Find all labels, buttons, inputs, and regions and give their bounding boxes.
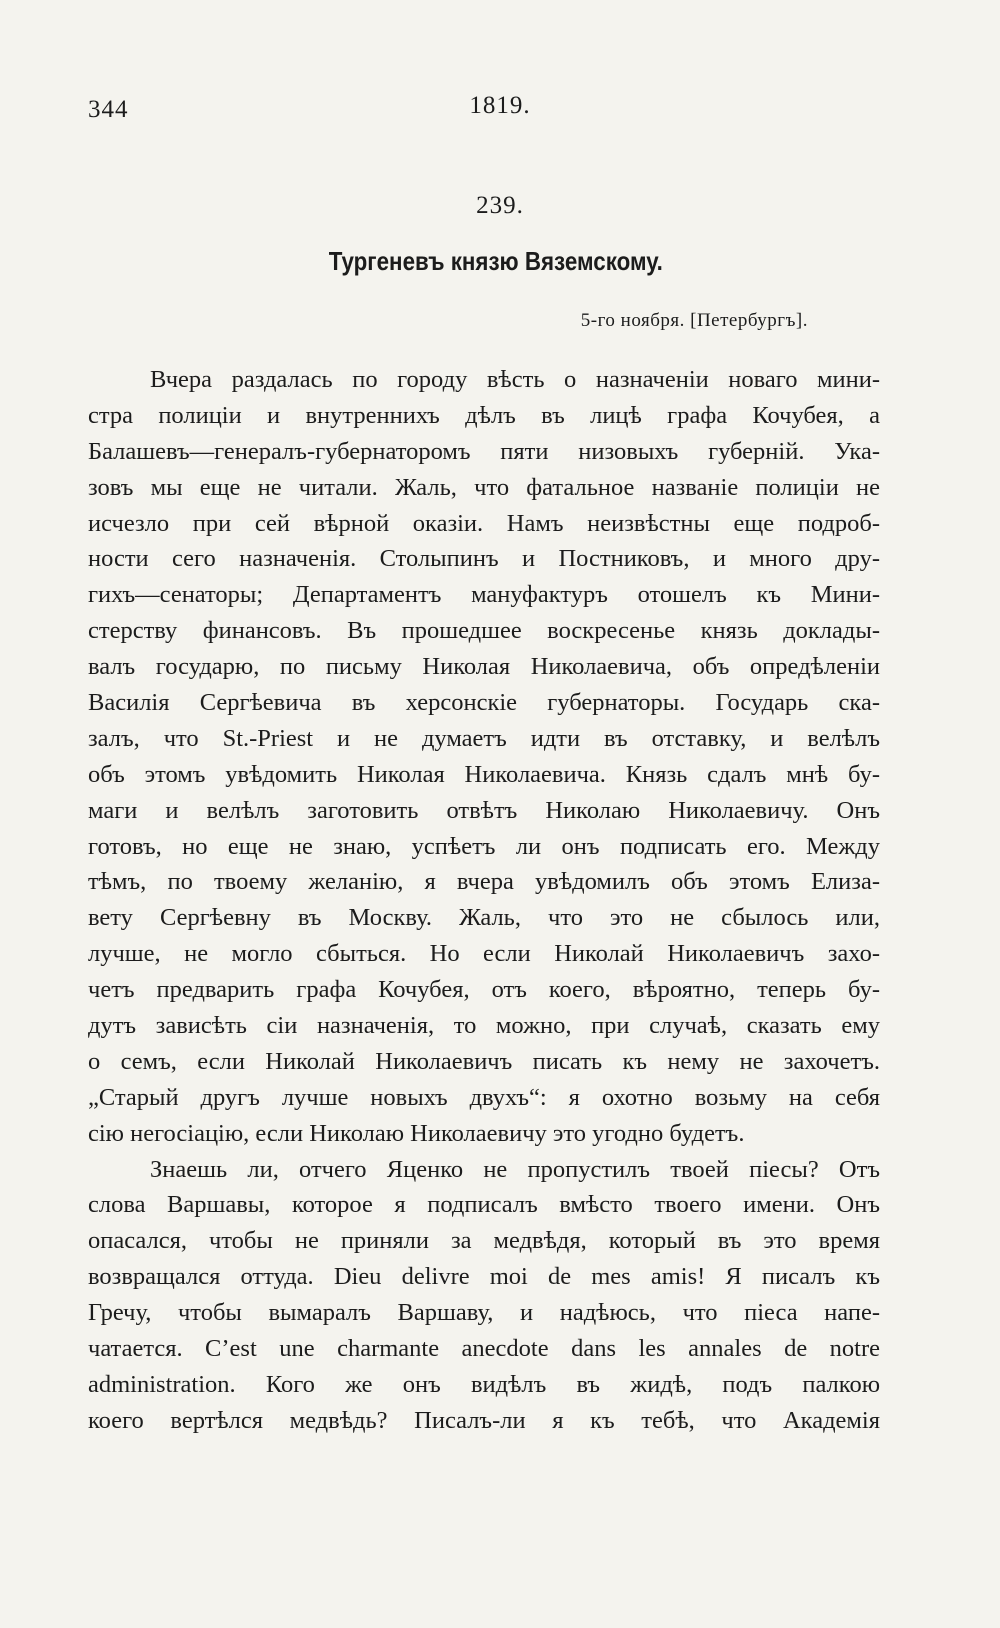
letter-number: 239.	[476, 192, 524, 219]
text-line: стра полиціи и внутреннихъ дѣлъ въ лицѣ графа Кочубея, а	[88, 401, 880, 429]
letter-title: Тургеневъ князю Вяземскому.	[328, 246, 663, 276]
text-line: объ этомъ увѣдомить Николая Николаевича. Князь сдалъ мнѣ бу-	[88, 760, 880, 788]
text-line: Знаешь ли, отчего Яценко не пропустилъ твоей піесы? Отъ	[150, 1155, 880, 1183]
text-line: Вчера раздалась по городу вѣсть о назначеніи новаго мини-	[150, 366, 880, 393]
letter-dateline: 5-го ноября. [Петербургъ].	[580, 310, 808, 331]
page-number: 344	[88, 96, 129, 123]
text-line: четъ предварить графа Кочубея, отъ коего, вѣроятно, теперь бу-	[88, 976, 880, 1004]
text-line: Гречу, чтобы вымаралъ Варшаву, и надѣюсь, что піеса напе-	[88, 1299, 880, 1327]
text-line: маги и велѣлъ заготовить отвѣтъ Николаю Николаевичу. Онъ	[88, 796, 880, 824]
text-line: о семъ, если Николай Николаевичъ писать къ нему не захочетъ.	[88, 1047, 880, 1075]
text-line: зовъ мы еще не читали. Жаль, что фатальное названіе полиціи не	[88, 473, 880, 501]
text-line: Балашевъ—генералъ-губернаторомъ пяти низовыхъ губерній. Ука-	[88, 437, 880, 465]
text-line: сію негосіацію, если Николаю Николаевичу это угодно будетъ.	[88, 1119, 745, 1147]
text-line: слова Варшавы, которое я подписалъ вмѣсто твоего имени. Онъ	[88, 1191, 880, 1219]
text-line: дутъ зависѣть сіи назначенія, то можно, при случаѣ, сказать ему	[88, 1012, 880, 1040]
text-line: залъ, что St.-Priest и не думаетъ идти въ отставку, и велѣлъ	[88, 724, 880, 752]
text-line: стерству финансовъ. Въ прошедшее воскресенье князь доклады-	[88, 617, 880, 645]
letter-body	[88, 362, 880, 1439]
text-line: исчезло при сей вѣрной оказіи. Намъ неизвѣстны еще подроб-	[88, 509, 880, 537]
text-line: вету Сергѣевну въ Москву. Жаль, что это не сбылось или,	[88, 904, 880, 932]
text-line: Василія Сергѣевича въ херсонскіе губернаторы. Государь ска-	[88, 689, 880, 717]
text-line: ности сего назначенія. Столыпинъ и Постниковъ, и много дру-	[88, 545, 880, 573]
text-line: лучше, не могло сбыться. Но если Николай Николаевичъ захо-	[88, 940, 880, 968]
text-line: готовъ, но еще не знаю, успѣетъ ли онъ подписать его. Между	[88, 832, 880, 860]
text-line: „Старый другъ лучше новыхъ двухъ“: я охотно возьму на себя	[88, 1083, 880, 1111]
text-line: administration. Кого же онъ видѣлъ въ жидѣ, подъ палкою	[88, 1370, 880, 1398]
text-line: гихъ—сенаторы; Департаментъ мануфактуръ отошелъ къ Мини-	[88, 581, 880, 609]
text-line: коего вертѣлся медвѣдь? Писалъ-ли я къ тебѣ, что Академія	[88, 1406, 880, 1434]
running-head-year: 1819.	[469, 92, 531, 119]
text-line: тѣмъ, по твоему желанію, я вчера увѣдомилъ объ этомъ Елиза-	[88, 868, 880, 896]
text-line: валъ государю, по письму Николая Николаевича, объ опредѣленіи	[88, 653, 880, 681]
text-line: чатается. C’est une charmante anecdote dans les annales de notre	[88, 1335, 880, 1363]
text-line: возвращался оттуда. Dieu delivre moi de mes amis! Я писалъ къ	[88, 1263, 880, 1291]
text-line: опасался, чтобы не приняли за медвѣдя, который въ это время	[88, 1227, 880, 1255]
